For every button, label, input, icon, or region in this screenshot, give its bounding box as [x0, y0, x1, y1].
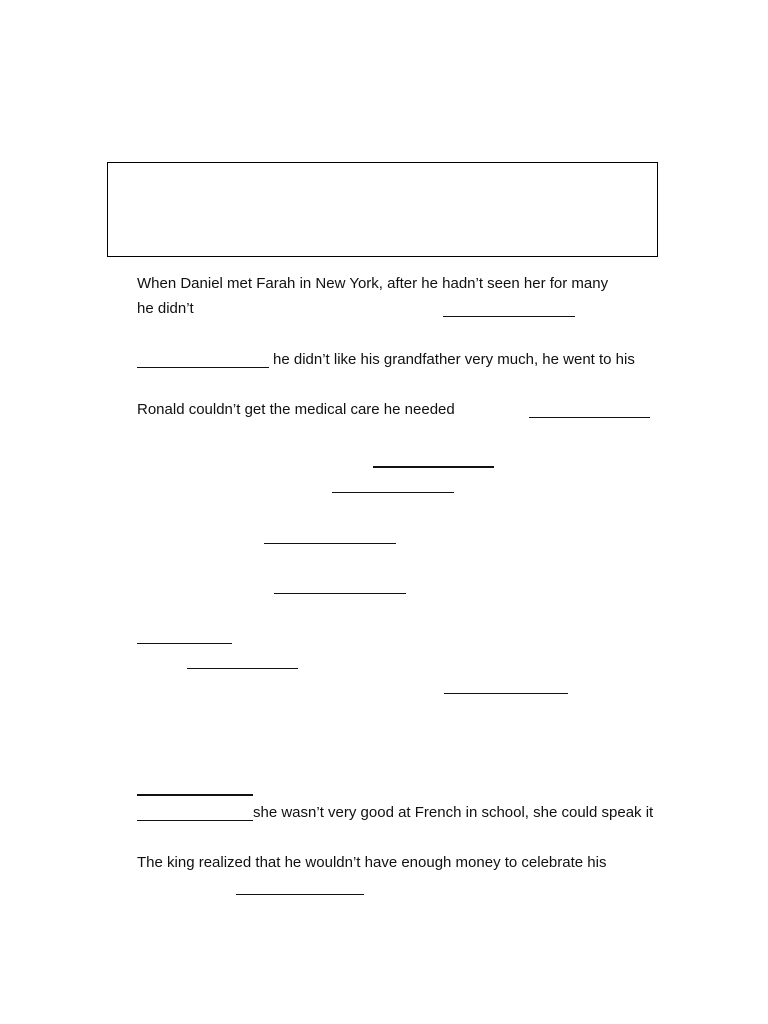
title-box: [107, 162, 658, 257]
answer-blank-13[interactable]: [236, 894, 364, 895]
answer-blank-6[interactable]: [264, 543, 396, 544]
sentence-2: he didn’t like his grandfather very much, he went to his: [273, 351, 635, 368]
answer-blank-12[interactable]: [137, 820, 253, 821]
answer-blank-3[interactable]: [529, 417, 650, 418]
answer-blank-4[interactable]: [373, 466, 494, 468]
sentence-4: she wasn’t very good at French in school, she could speak it: [253, 804, 654, 821]
answer-blank-5[interactable]: [332, 492, 454, 493]
sentence-3: Ronald couldn’t get the medical care he needed: [137, 401, 455, 418]
answer-blank-2[interactable]: [137, 367, 269, 368]
answer-blank-11[interactable]: [137, 794, 253, 796]
answer-blank-1[interactable]: [443, 316, 575, 317]
answer-blank-9[interactable]: [187, 668, 298, 669]
answer-blank-8[interactable]: [137, 643, 232, 644]
sentence-1-line-2: he didn’t: [137, 300, 194, 317]
answer-blank-10[interactable]: [444, 693, 568, 694]
sentence-5: The king realized that he wouldn’t have enough money to celebrate his: [137, 854, 607, 871]
answer-blank-7[interactable]: [274, 593, 406, 594]
sentence-1-line-1: When Daniel met Farah in New York, after he hadn’t seen her for many: [137, 275, 609, 292]
